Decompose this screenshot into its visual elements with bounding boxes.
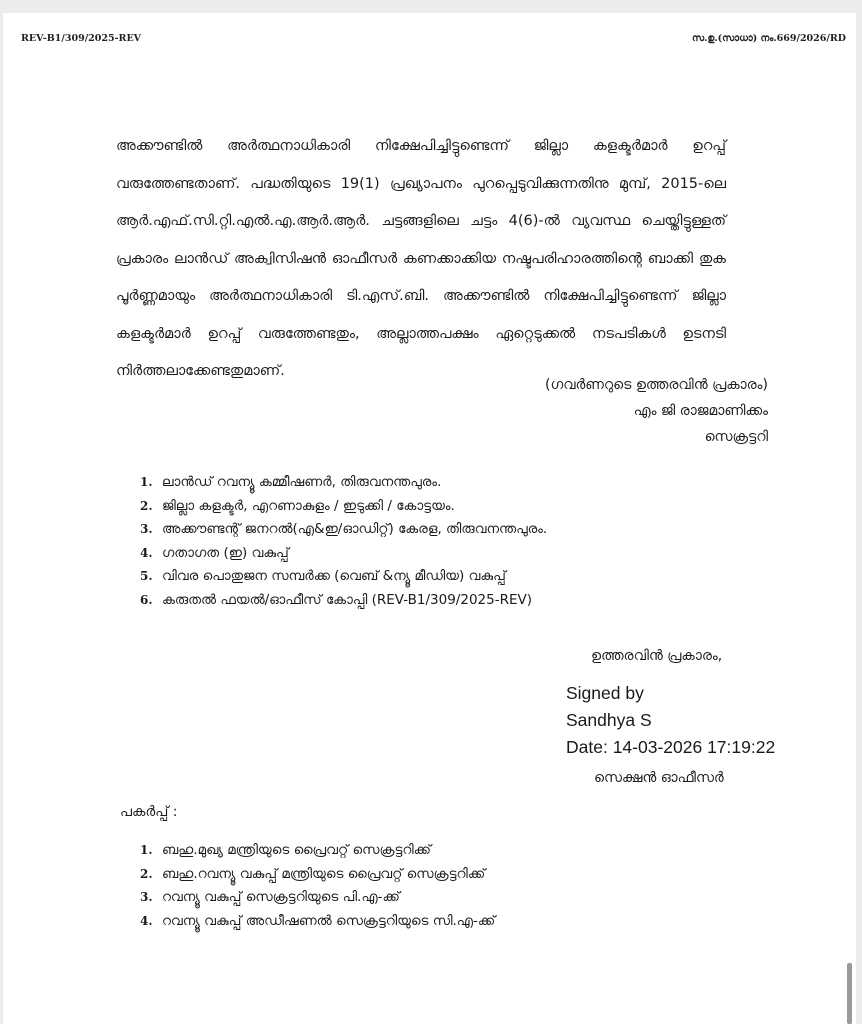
copy-item (140, 886, 495, 910)
recipient-list (140, 471, 547, 612)
item-text: ലാൻഡ് റവന്യൂ കമ്മീഷണർ, തിരുവനന്തപുരം. (162, 474, 442, 490)
item-number: 2. (140, 866, 153, 881)
item-text: ജില്ലാ കളക്ടർ, എറണാകുളം / ഇടുക്കി / കോട്ടയം. (162, 497, 455, 514)
copy-item (140, 863, 495, 887)
paragraph-line: വരുത്തേണ്ടതാണ്. പദ്ധതിയുടെ 19(1) പ്രഖ്യാപനം പുറപ്പെടുവിക്കുന്നതിനു മുമ്പ്, 2015-ലെ (116, 175, 726, 192)
paragraph-line: അക്കൗണ്ടിൽ അർത്ഥനാധികാരി നിക്ഷേപിച്ചിട്ടുണ്ടെന്ന് ജില്ലാ കളക്ടർമാർ ഉറപ്പ് (116, 138, 726, 154)
copy-item (140, 910, 495, 934)
paragraph-line: നിർത്തലാക്കേണ്ടതുമാണ്. (116, 363, 285, 379)
body-paragraph (116, 128, 726, 391)
copy-label: പകർപ്പ് : (120, 804, 178, 820)
paragraph-line: കളക്ടർമാർ ഉറപ്പ് വരുത്തേണ്ടതും, അല്ലാത്തപക്ഷം ഏറ്റെടുക്കൽ നടപടികൾ ഉടനടി (116, 325, 726, 342)
copy-item (140, 839, 495, 863)
paragraph-line: ആർ.എഫ്.സി.റ്റി.എൽ.എ.ആർ.ആർ. ചട്ടങ്ങളിലെ ചട്ടം 4(6)-ൽ വ്യവസ്ഥ ചെയ്തിട്ടുള്ളത് (116, 213, 726, 229)
item-text: ബഹു.മുഖ്യ മന്ത്രിയുടെ പ്രൈവറ്റ് സെക്രട്ടറിക്ക് (162, 842, 432, 858)
recipient-item (140, 495, 547, 519)
item-text: റവന്യൂ വകുപ്പ് സെക്രട്ടറിയുടെ പി.എ-ക്ക് (162, 889, 400, 905)
item-number: 3. (140, 522, 153, 536)
signature-date: Date: 14-03-2026 17:19:22 (566, 737, 776, 757)
signer-name: Sandhya S (566, 710, 652, 730)
recipient-item (140, 471, 547, 495)
item-number: 1. (140, 475, 153, 489)
copy-list (140, 839, 495, 933)
recipient-item (140, 565, 547, 589)
governor-order-line: (ഗവർണറുടെ ഉത്തരവിൻ പ്രകാരം) (545, 377, 768, 393)
item-text: അക്കൗണ്ടന്റ് ജനറൽ(എ&ഇ/ഓഡിറ്റ്) കേരള, തിരുവനന്തപുരം. (162, 521, 548, 537)
recipient-item (140, 589, 547, 613)
recipient-item (140, 518, 547, 542)
item-number: 2. (140, 498, 153, 513)
item-text: ബഹു.റവന്യൂ വകുപ്പ് മന്ത്രിയുടെ പ്രൈവറ്റ് സെക്രട്ടറിക്ക് (162, 865, 486, 882)
document-page (3, 13, 856, 1024)
item-number: 4. (140, 913, 153, 928)
item-number: 1. (140, 843, 153, 857)
item-number: 4. (140, 545, 153, 560)
order-reference: സ.ഉ.(സാധാ) നം.669/2026/RD (692, 33, 846, 44)
item-text: റവന്യൂ വകുപ്പ് അഡീഷണൽ സെക്രട്ടറിയുടെ സി.എ-ക്ക് (162, 912, 496, 929)
item-number: 6. (140, 592, 153, 607)
item-text: വിവര പൊതുജന സമ്പർക്ക (വെബ് &ന്യൂ മീഡിയ) വകുപ്പ് (162, 568, 506, 584)
section-officer-label: സെക്ഷൻ ഓഫീസർ (594, 770, 724, 786)
signed-by-label: Signed by (566, 683, 644, 703)
item-number: 3. (140, 890, 153, 904)
order-by-line: ഉത്തരവിൻ പ്രകാരം, (591, 648, 723, 664)
item-text: കരുതൽ ഫയൽ/ഓഫീസ് കോപ്പി (REV-B1/309/2025-REV) (162, 591, 532, 608)
secretary-name: എം ജി രാജമാണിക്കം (633, 403, 768, 419)
secretary-designation: സെക്രട്ടറി (704, 429, 768, 445)
file-reference: REV-B1/309/2025-REV (21, 33, 142, 44)
paragraph-line: പ്രകാരം ലാൻഡ് അക്വിസിഷൻ ഓഫീസർ കണക്കാക്കിയ നഷ്ടപരിഹാരത്തിന്റെ ബാക്കി തുക (116, 250, 726, 267)
item-number: 5. (140, 569, 153, 583)
paragraph-line: പൂർണ്ണമായും അർത്ഥനാധികാരി ടി.എസ്.ബി. അക്കൗണ്ടിൽ നിക്ഷേപിച്ചിട്ടുണ്ടെന്ന് ജില്ലാ (116, 288, 726, 304)
recipient-item (140, 542, 547, 566)
vertical-scrollbar-thumb[interactable] (847, 963, 852, 1024)
item-text: ഗതാഗത (ഇ) വകുപ്പ് (162, 544, 289, 561)
